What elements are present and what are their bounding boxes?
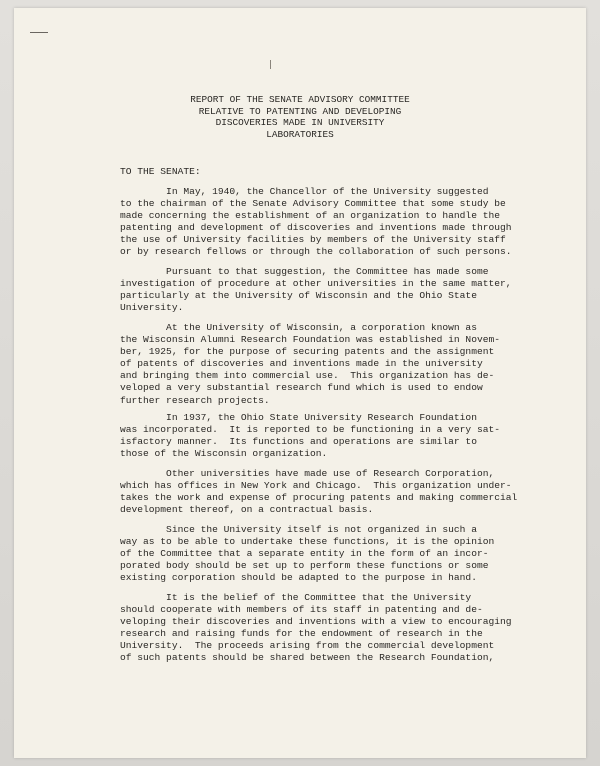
text-line: made concerning the establishment of an organization to handle the <box>120 210 500 222</box>
text-line: ber, 1925, for the purpose of securing patents and the assignment <box>120 346 495 358</box>
text-line: In May, 1940, the Chancellor of the University suggested <box>120 186 489 197</box>
text-line: Pursuant to that suggestion, the Committee has made some <box>120 266 489 277</box>
corner-mark <box>30 32 48 33</box>
text-line: the Wisconsin Alumni Research Foundation was established in Novem- <box>120 334 500 346</box>
title-line: REPORT OF THE SENATE ADVISORY COMMITTEE <box>190 94 410 105</box>
text-line: University. The proceeds arising from the commercial development <box>120 640 495 652</box>
text-line: It is the belief of the Committee that the University <box>120 592 472 603</box>
text-line: or by research fellows or through the collaboration of such persons. <box>120 246 512 258</box>
text-line: veloped a very substantial research fund which is used to endow <box>120 382 483 394</box>
text-line: takes the work and expense of procuring patents and making commercial <box>120 492 518 504</box>
text-line: of such patents should be shared between the Research Foundation, <box>120 652 495 664</box>
text-line: of the Committee that a separate entity in the form of an incor- <box>120 548 489 560</box>
text-line: investigation of procedure at other universities in the same matter, <box>120 278 512 290</box>
top-margin-mark <box>270 60 273 69</box>
text-line: was incorporated. It is reported to be functioning in a very sat- <box>120 424 500 436</box>
title-line: LABORATORIES <box>266 128 334 140</box>
paragraph-4 <box>120 412 540 460</box>
text-line: veloping their discoveries and inventions with a view to encouraging <box>120 616 512 628</box>
salutation: TO THE SENATE: <box>120 166 201 177</box>
text-line: isfactory manner. Its functions and operations are similar to <box>120 436 477 448</box>
text-line: those of the Wisconsin organization. <box>120 448 328 460</box>
text-line: the use of University facilities by members of the University staff <box>120 234 506 246</box>
text-line: patenting and development of discoveries and inventions made through <box>120 222 512 234</box>
text-line: Other universities have made use of Research Corporation, <box>120 468 495 479</box>
paragraph-5 <box>120 468 540 516</box>
text-line: In 1937, the Ohio State University Research Foundation <box>120 412 477 423</box>
title-line: DISCOVERIES MADE IN UNIVERSITY <box>215 117 385 129</box>
text-line: existing corporation should be adapted to the purpose in hand. <box>120 572 477 584</box>
report-title <box>14 94 586 140</box>
text-line: of patents of discoveries and inventions made in the university <box>120 358 483 370</box>
text-line: Since the University itself is not organized in such a <box>120 524 477 535</box>
text-line: particularly at the University of Wisconsin and the Ohio State <box>120 290 477 302</box>
text-line: development thereof, on a contractual basis. <box>120 504 374 516</box>
paragraph-7 <box>120 592 540 665</box>
text-line: At the University of Wisconsin, a corporation known as <box>120 322 477 333</box>
text-line: research and raising funds for the endowment of research in the <box>120 628 483 640</box>
text-line: and bringing them into commercial use. This organization has de- <box>120 370 495 382</box>
text-line: University. <box>120 302 184 314</box>
text-line: way as to be able to undertake these functions, it is the opinion <box>120 536 495 548</box>
paragraph-2 <box>120 266 540 314</box>
title-line: RELATIVE TO PATENTING AND DEVELOPING <box>198 105 402 117</box>
paragraph-1 <box>120 186 540 259</box>
text-line: to the chairman of the Senate Advisory Committee that some study be <box>120 198 506 210</box>
text-line: which has offices in New York and Chicago. This organization under- <box>120 480 512 492</box>
text-line: further research projects. <box>120 394 270 406</box>
document-page <box>14 8 586 758</box>
text-line: porated body should be set up to perform these functions or some <box>120 560 489 572</box>
text-line: should cooperate with members of its staff in patenting and de- <box>120 604 483 616</box>
paragraph-6 <box>120 524 540 584</box>
paragraph-3 <box>120 322 540 407</box>
